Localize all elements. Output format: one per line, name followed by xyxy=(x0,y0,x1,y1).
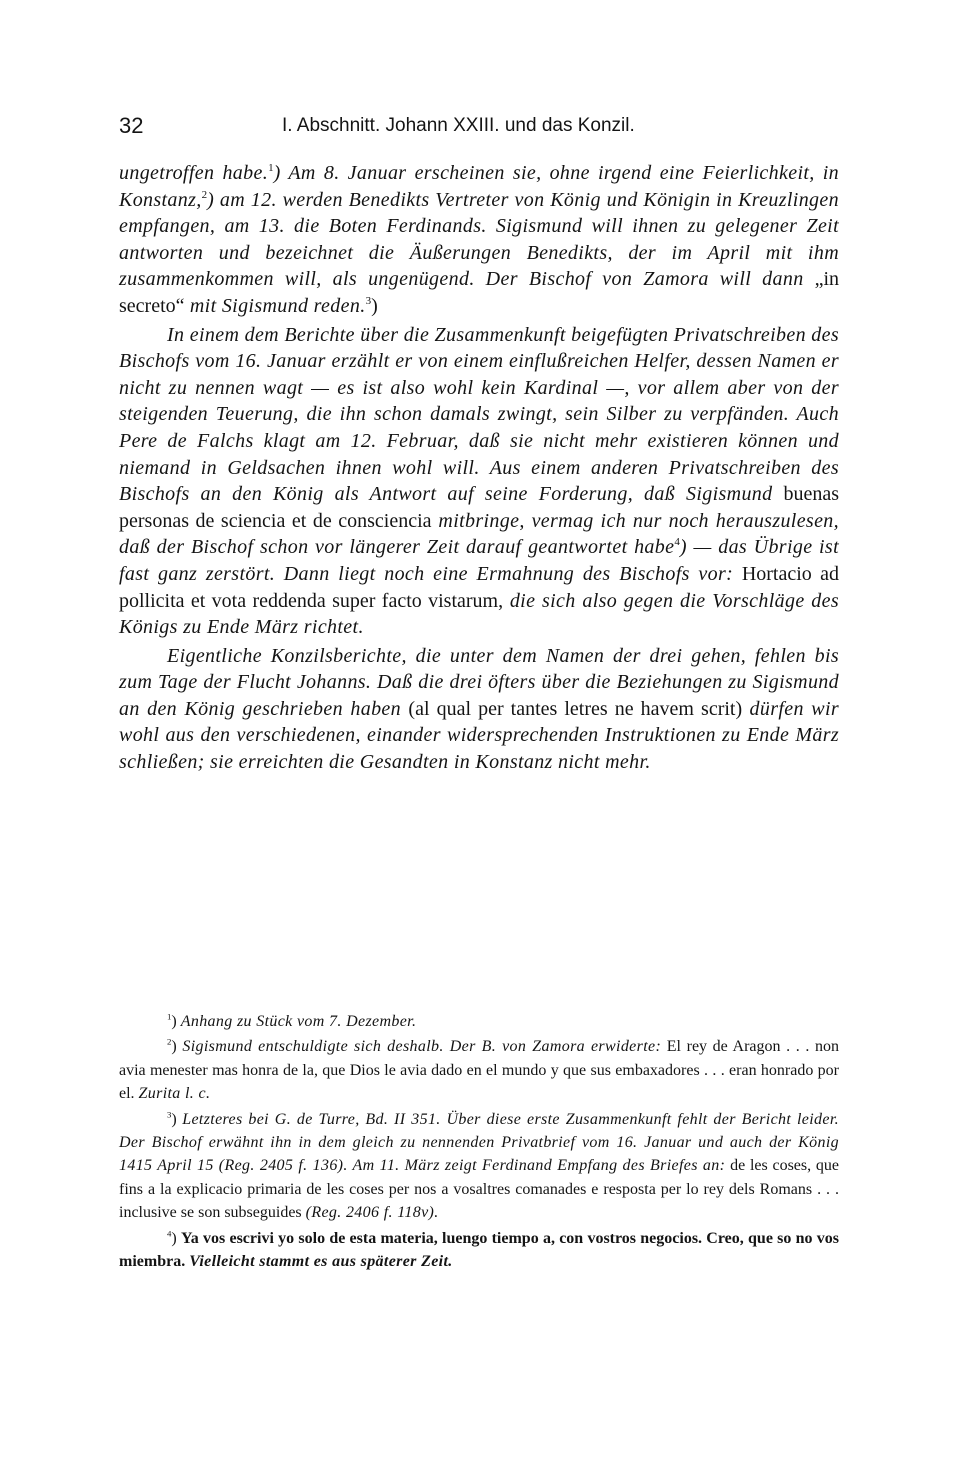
footnote-quote: de les coses, que fins a la explicacio primaria de les coses per nos a vosaltres comanades e resposta per lo rey dels Romans . . . inclusive se son subseguides xyxy=(119,1157,839,1222)
footnote-number: 2 xyxy=(167,1036,172,1047)
footnotes xyxy=(119,1010,839,1273)
page-number: 32 xyxy=(119,113,144,138)
text-span: ungetroffen habe. xyxy=(119,162,269,184)
footnote-quote: Ya vos escrivi yo solo de esta materia, luengo tiempo a, con vostros negocios. Creo, que so no vos miembra. xyxy=(119,1229,840,1271)
text-span: ) Am 8. Januar erscheinen sie, ohne irgend eine Feierlichkeit, in Konstanz, xyxy=(119,162,839,211)
text-span: In einem dem Berichte über die Zusammenkunft beigefügten Privatschreiben des Bischofs vom 16. Januar erzählt er von einem einflußreichen Helfer, dessen Namen er nicht zu nennen wagt — es ist also wohl kein Kardinal —, vor allem aber von der steigenden Teuerung, die ihn schon damals zwingt, sein Silber zu verpfänden. Auch Pere de Falchs klagt am 12. Februar, daß sie nicht mehr existieren können und niemand in Geldsachen ihnen wohl will. Aus einem anderen Privatschreiben des Bischofs an den König als Antwort auf seine Forderung, daß Sigismund xyxy=(119,323,839,506)
text-span: Eigentliche Konzilsberichte, die unter dem Namen der drei gehen, fehlen bis zum Tage der Flucht Johanns. Daß die drei öfters über die Beziehungen zu Sigismund an den König geschrieben haben xyxy=(119,644,839,720)
footnote-text: Zurita l. c. xyxy=(138,1085,211,1103)
spanish-quote: buenas personas de sciencia et de consciencia xyxy=(119,483,839,532)
text-span: mit Sigismund reden. xyxy=(184,294,366,317)
text-span: die sich also gegen die Vorschläge des Königs zu Ende März richtet. xyxy=(119,589,839,639)
footnote-text: Sigismund entschuldigte sich deshalb. Der B. von Zamora erwiderte: xyxy=(182,1038,662,1056)
footnote-marker: 1 xyxy=(268,161,274,174)
footnote-text: Anhang zu Stück vom 7. Dezember. xyxy=(180,1013,417,1030)
footnote-number: 3 xyxy=(167,1109,172,1120)
text-span: ) am 12. werden Benedikts Vertreter von König und Königin in Kreuzlingen empfangen, am 13. die Boten Ferdinands. Sigismund will ihnen zu gelegener Zeit antworten und bezeichnet die Äußerungen Benedikts, der im April mit ihm zusammenkommen will, als ungenügend. Der Bischof von Zamora will dann xyxy=(119,188,839,291)
page-header xyxy=(119,107,839,143)
latin-quote: „in secreto“ xyxy=(119,268,839,317)
running-head: I. Abschnitt. Johann XXIII. und das Konzil. xyxy=(282,115,635,136)
footnote: $^3$) Letzteres bei G. de Turre, Bd. II 351. Über diese erste Zusammenkunft fehlt der Bericht leider. Der Bischof erwähnt ihn in dem gleich zu nennenden Privatbrief vom 16. Januar und auch der König 1415 April 15 (Reg. 2405 f. 136). Am 11. März zeigt Ferdinand Empfang des Briefes an: de les coses, que fins a la explicacio primaria de les coses per nos a vosaltres comanades e resposta per lo rey dels Romans . . . inclusive se son subseguides (Reg. 2406 f. 118v). xyxy=(119,1109,839,1222)
catalan-quote: (al qual per tantes letres ne havem scrit) xyxy=(408,697,743,720)
text-span: ) — das Übrige ist fast ganz zerstört. Dann liegt noch eine Ermahnung des Bischofs vor: xyxy=(119,536,839,585)
main-text xyxy=(119,160,839,776)
footnote-number: 1 xyxy=(167,1011,172,1022)
text-span: ) xyxy=(371,294,378,317)
text-span: mitbringe, vermag ich nur noch herauszulesen, daß der Bischof schon vor längerer Zeit darauf geantwortet habe xyxy=(119,509,839,559)
footnote-marker: 3 xyxy=(365,294,372,307)
footnote-number: 4 xyxy=(167,1228,172,1239)
footnote: $^4$) Ya vos escrivi yo solo de esta materia, luengo tiempo a, con vostros negocios. Creo, que so no vos miembra. Vielleicht stammt es aus späterer Zeit. xyxy=(119,1228,840,1271)
paragraph xyxy=(119,322,839,641)
footnote-text: (Reg. 2406 f. 118v). xyxy=(305,1204,439,1222)
footnote: $^1$) Anhang zu Stück vom 7. Dezember. xyxy=(167,1011,417,1030)
footnote-text: Vielleicht stammt es aus späterer Zeit. xyxy=(189,1253,453,1271)
footnote-marker: 2 xyxy=(201,188,208,201)
footnote-quote: El rey de Aragon . . . non avia menester mas honra de la, que Dios le avia dado en el mundo y que sus embaxadores . . . eran honrado por el. xyxy=(119,1038,840,1103)
footnote: $^2$) Sigismund entschuldigte sich deshalb. Der B. von Zamora erwiderte: El rey de Aragon . . . non avia menester mas honra de la, que Dios le avia dado en el mundo y que sus embaxadores . . . eran honrado por el. Zurita l. c. xyxy=(119,1036,840,1103)
footnote-marker: 4 xyxy=(674,536,680,549)
paragraph xyxy=(119,643,839,776)
text-span: dürfen wir wohl aus den verschiedenen, einander widersprechenden Instruktionen zu Ende März schließen; sie erreichten die Gesandten in Konstanz nicht mehr. xyxy=(119,697,840,774)
latin-quote: Hortacio ad pollicita et vota reddenda super facto vistarum, xyxy=(119,562,839,612)
paragraph xyxy=(119,160,839,320)
footnote-text: Letzteres bei G. de Turre, Bd. II 351. Über diese erste Zusammenkunft fehlt der Bericht leider. Der Bischof erwähnt ihn in dem gleich zu nennenden Privatbrief vom 16. Januar und auch der König 1415 April 15 (Reg. 2405 f. 136). Am 11. März zeigt Ferdinand Empfang des Briefes an: xyxy=(119,1110,839,1175)
